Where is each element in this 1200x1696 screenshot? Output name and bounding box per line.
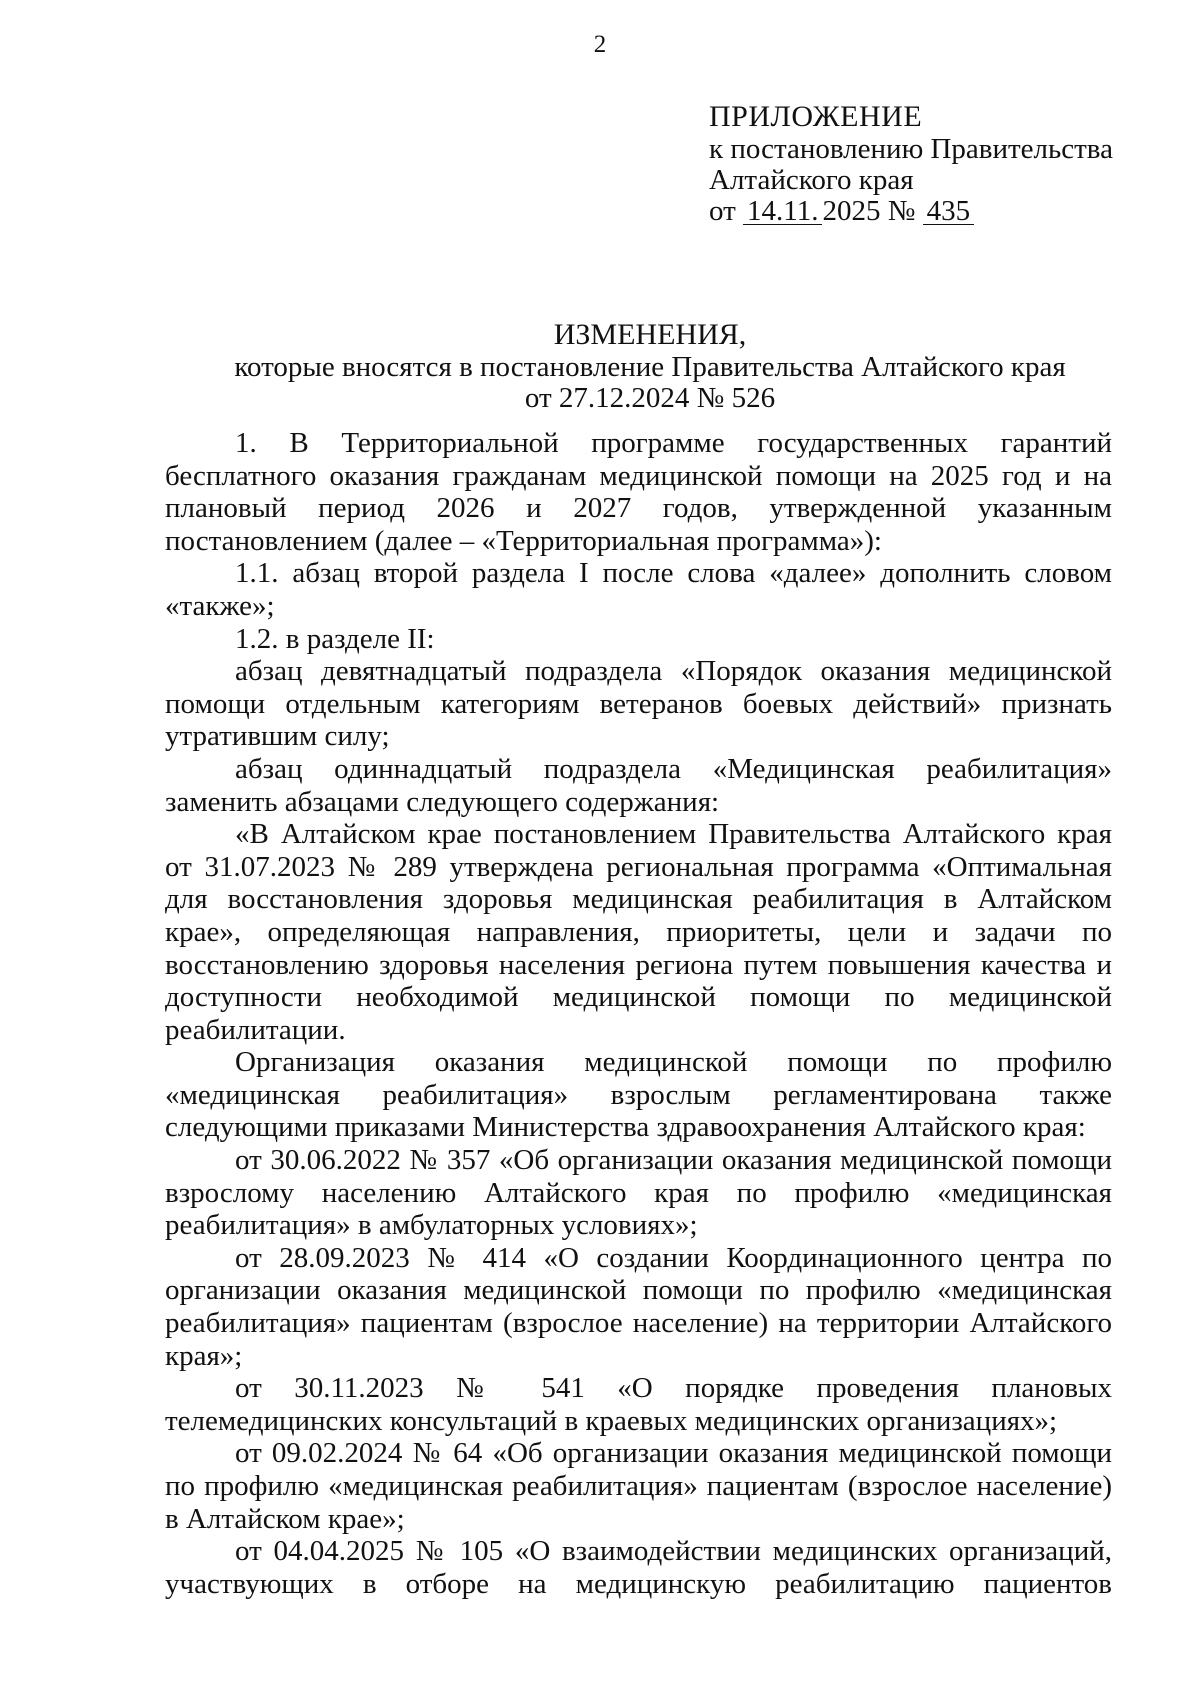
appendix-block xyxy=(709,100,1169,227)
paragraph: от 28.09.2023 № 414 «О создании Координационного центра по организации оказания медицинской помощи по профилю «медицинская реабилитация» пациентам (взрослое население) на территории Алтайского края»; xyxy=(165,1241,1112,1372)
document-heading xyxy=(160,318,1140,414)
appendix-date: 14.11. xyxy=(743,198,822,225)
heading-line-2: от 27.12.2024 № 526 xyxy=(524,382,776,414)
document-body xyxy=(165,427,1112,1600)
appendix-year: 2025 xyxy=(822,195,881,227)
paragraph: 1.2. в разделе II: xyxy=(235,622,435,655)
paragraph: от 30.11.2023 № 541 «О порядке проведения плановых телемедицинских консультаций в краевых медицинских организациях»; xyxy=(165,1372,1112,1437)
paragraph: Организация оказания медицинской помощи по профилю «медицинская реабилитация» взрослым регламентирована также следующими приказами Министерства здравоохранения Алтайского края: xyxy=(165,1046,1112,1144)
paragraph: «В Алтайском крае постановлением Правительства Алтайского края от 31.07.2023 № 289 утверждена региональная программа «Оптимальная для восстановления здоровья медицинская реабилитация в Алтайском крае», определяющая направления, приоритеты, цели и задачи по восстановлению здоровья населения региона путем повышения качества и доступности необходимой медицинской помощи по медицинской реабилитации. xyxy=(165,818,1112,1046)
paragraph: 1. В Территориальной программе государственных гарантий бесплатного оказания гражданам медицинской помощи на 2025 год и на плановый период 2026 и 2027 годов, утвержденной указанным постановлением (далее – «Территориальная программа»): xyxy=(165,427,1112,557)
appendix-number: 435 xyxy=(923,198,975,225)
heading-line-1: которые вносятся в постановление Правительства Алтайского края xyxy=(234,351,1066,383)
appendix-line-1: к постановлению Правительства xyxy=(709,133,1113,165)
paragraph: от 30.06.2022 № 357 «Об организации оказания медицинской помощи взрослому населению Алтайского края по профилю «медицинская реабилитация» в амбулаторных условиях»; xyxy=(165,1144,1112,1242)
paragraph: абзац одиннадцатый подраздела «Медицинская реабилитация» заменить абзацами следующего содержания: xyxy=(165,752,1112,818)
heading-title: ИЗМЕНЕНИЯ, xyxy=(553,318,747,351)
appendix-title: ПРИЛОЖЕНИЕ xyxy=(709,100,923,133)
appendix-line-2: Алтайского края xyxy=(709,164,914,196)
paragraph: от 09.02.2024 № 64 «Об организации оказания медицинской помощи по профилю «медицинская реабилитация» пациентам (взрослое население) в Алтайском крае»; xyxy=(165,1437,1112,1535)
appendix-number-sign: № xyxy=(887,195,916,227)
paragraph: от 04.04.2025 № 105 «О взаимодействии медицинских организаций, участвующих в отборе на медицинскую реабилитацию пациентов xyxy=(165,1535,1112,1600)
appendix-date-prefix: от xyxy=(709,195,736,227)
paragraph: абзац девятнадцатый подраздела «Порядок оказания медицинской помощи отдельным категориям ветеранов боевых действий» признать утратившим силу; xyxy=(165,655,1112,753)
paragraph: 1.1. абзац второй раздела I после слова «далее» дополнить словом «также»; xyxy=(165,557,1112,622)
appendix-date-line xyxy=(709,196,1169,227)
page-number: 2 xyxy=(593,31,607,58)
